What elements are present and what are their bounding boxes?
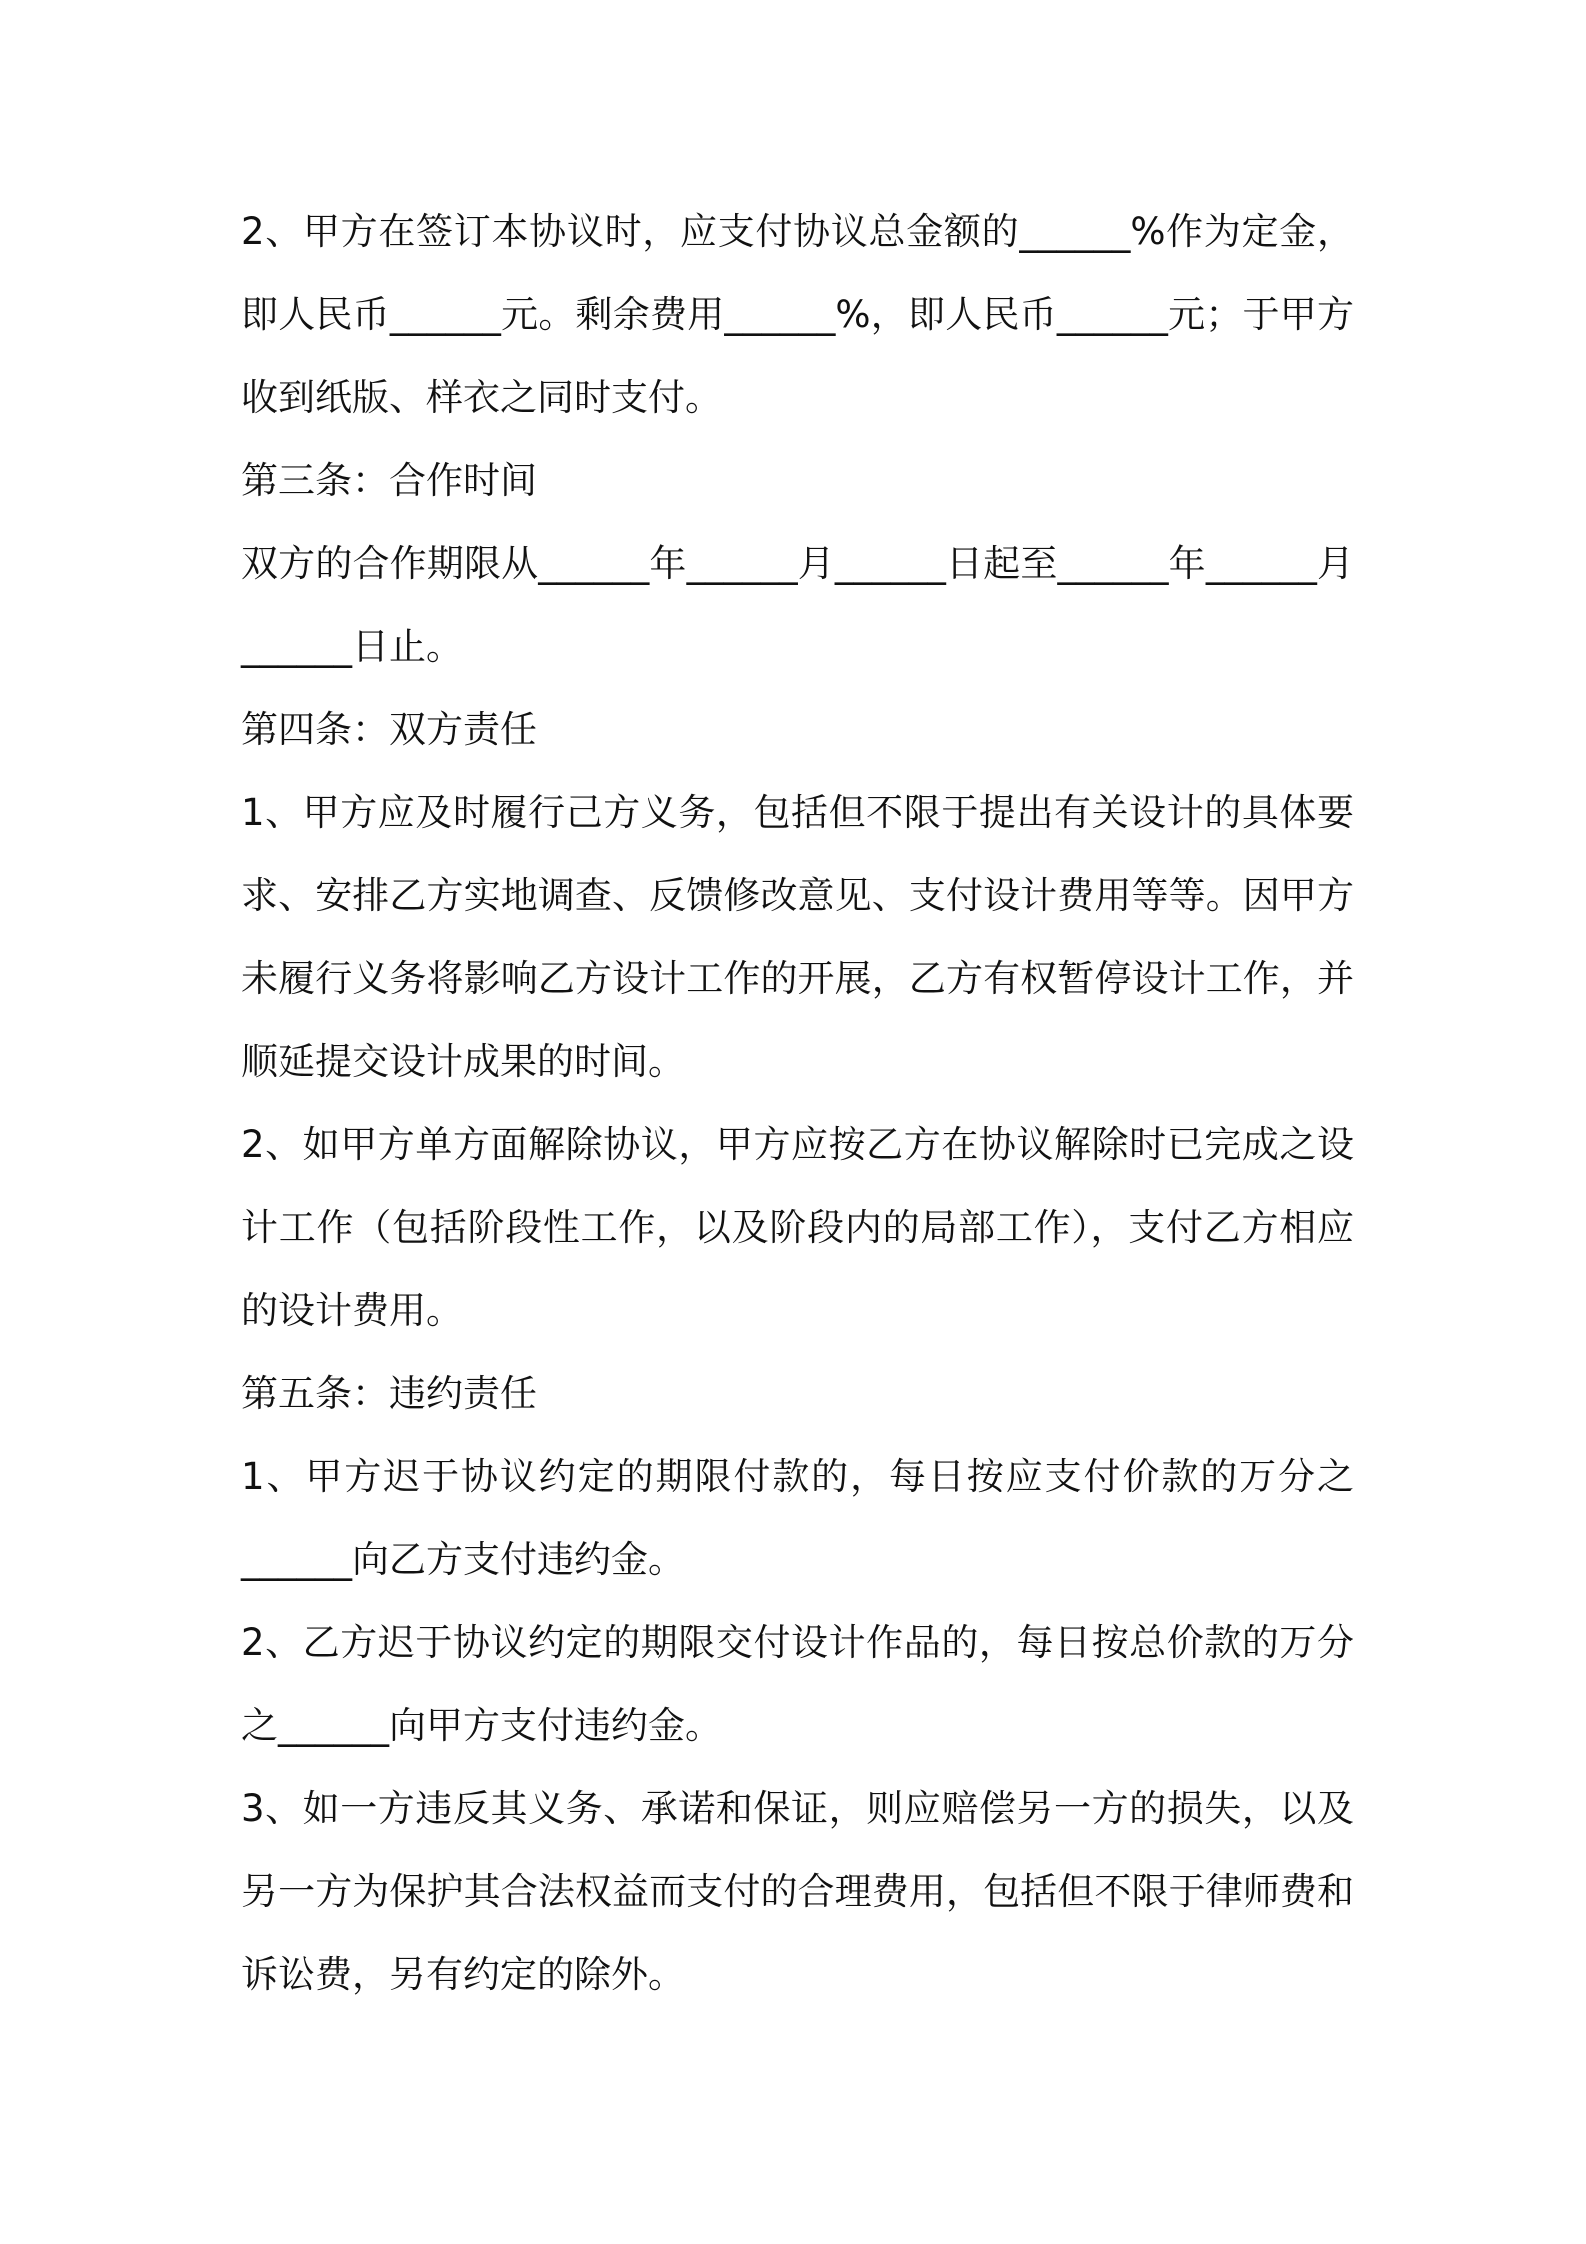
clause-late-delivery: 2、乙方迟于协议约定的期限交付设计作品的，每日按总价款的万分之______向甲方支付违约金。 <box>241 1621 1354 1747</box>
article-5-heading: 第五条：违约责任 <box>241 1372 537 1415</box>
article-3-heading: 第三条：合作时间 <box>241 459 537 502</box>
article-4-heading: 第四条：双方责任 <box>241 708 537 751</box>
clause-late-payment: 1、甲方迟于协议约定的期限付款的，每日按应支付价款的万分之______向乙方支付违约金。 <box>241 1455 1354 1581</box>
clause-cooperation-period: 双方的合作期限从______年______月______日起至______年______月______日止。 <box>241 542 1354 668</box>
clause-party-a-obligations: 1、甲方应及时履行己方义务，包括但不限于提出有关设计的具体要求、安排乙方实地调查、反馈修改意见、支付设计费用等等。因甲方未履行义务将影响乙方设计工作的开展，乙方有权暂停设计工作，并顺延提交设计成果的时间。 <box>241 791 1354 1083</box>
clause-breach-compensation: 3、如一方违反其义务、承诺和保证，则应赔偿另一方的损失，以及另一方为保护其合法权益而支付的合理费用，包括但不限于律师费和诉讼费，另有约定的除外。 <box>241 1787 1354 1996</box>
document-body <box>241 190 1354 2016</box>
clause-payment-deposit: 2、甲方在签订本协议时，应支付协议总金额的______%作为定金，即人民币______元。剩余费用______%，即人民币______元；于甲方收到纸版、样衣之同时支付。 <box>241 210 1354 419</box>
clause-unilateral-termination: 2、如甲方单方面解除协议，甲方应按乙方在协议解除时已完成之设计工作（包括阶段性工作，以及阶段内的局部工作），支付乙方相应的设计费用。 <box>241 1123 1354 1332</box>
